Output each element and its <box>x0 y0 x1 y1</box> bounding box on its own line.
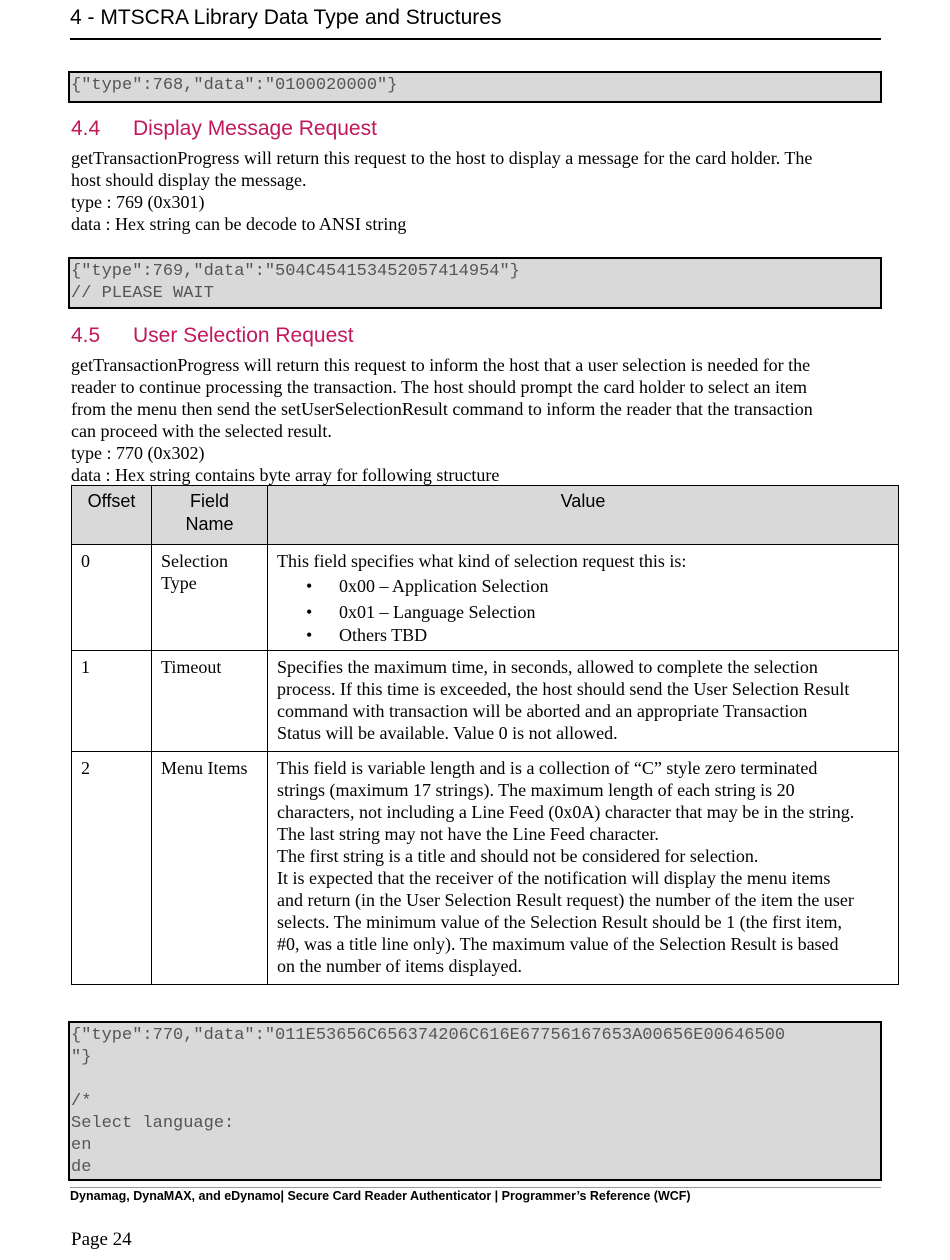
value-line: and return (in the User Selection Result request) the number of the item the user <box>277 890 854 910</box>
page-number: Page 24 <box>71 1229 132 1250</box>
type-line: type : 769 (0x301) <box>71 192 205 212</box>
data-line: data : Hex string can be decode to ANSI string <box>71 214 407 234</box>
footer-text: Dynamag, DynaMAX, and eDynamo| Secure Card Reader Authenticator | Programmer’s Reference (WCF) <box>70 1189 691 1203</box>
value-line: #0, was a title line only). The maximum value of the Selection Result is based <box>277 934 839 954</box>
value-line: selects. The minimum value of the Selection Result should be 1 (the first item, <box>277 912 843 932</box>
body-line: from the menu then send the setUserSelectionResult command to inform the reader that the transaction <box>71 399 813 419</box>
page-header-title: 4 - MTSCRA Library Data Type and Structures <box>70 6 502 29</box>
value-line: The first string is a title and should not be considered for selection. <box>277 846 759 866</box>
code-comment: // PLEASE WAIT <box>71 284 214 303</box>
list-item: • 0x00 – Application Selection <box>306 575 889 597</box>
section-heading-4-5 <box>71 324 354 348</box>
cell-field: Menu Items <box>152 752 268 985</box>
value-line: characters, not including a Line Feed (0x0A) character that may be in the string. <box>277 802 855 822</box>
cell-field: Timeout <box>152 651 268 752</box>
code-block-770 <box>68 1021 882 1181</box>
code-line: {"type":769,"data":"504C454153452057414954"} <box>71 262 520 281</box>
cell-value <box>268 545 899 651</box>
code-line: {"type":770,"data":"011E53656C656374206C616E67756167653A00656E00646500 <box>71 1026 786 1045</box>
selection-type-list <box>277 575 889 646</box>
field-text: Type <box>161 573 197 593</box>
value-line: Status will be available. Value 0 is not allowed. <box>277 723 618 743</box>
header-value: Value <box>268 486 899 545</box>
header-divider <box>70 38 881 40</box>
list-item: • 0x01 – Language Selection <box>306 601 889 623</box>
table-row <box>72 651 899 752</box>
selection-structure-table <box>71 485 899 985</box>
footer-divider <box>70 1187 881 1188</box>
body-line: can proceed with the selected result. <box>71 421 332 441</box>
section-heading-4-4 <box>71 117 377 141</box>
value-line: Specifies the maximum time, in seconds, allowed to complete the selection <box>277 657 818 677</box>
body-line: getTransactionProgress will return this request to inform the host that a user selection is needed for the <box>71 355 811 375</box>
section-4-5-body <box>71 354 891 486</box>
table-row <box>72 545 899 651</box>
code-comment: /* <box>71 1092 92 1111</box>
code-comment: en <box>71 1136 92 1155</box>
header-field-name <box>152 486 268 545</box>
value-line: This field is variable length and is a collection of “C” style zero terminated <box>277 758 818 778</box>
value-line: The last string may not have the Line Feed character. <box>277 824 659 844</box>
section-number: 4.5 <box>71 324 101 347</box>
code-comment: de <box>71 1158 92 1177</box>
code-comment: Select language: <box>71 1114 235 1133</box>
header-offset: Offset <box>72 486 152 545</box>
field-text: Selection <box>161 551 228 571</box>
body-line: getTransactionProgress will return this request to the host to display a message for the card holder. The <box>71 148 813 168</box>
code-block-768 <box>68 71 882 103</box>
cell-value <box>268 752 899 985</box>
value-line: It is expected that the receiver of the notification will display the menu items <box>277 868 831 888</box>
header-text: Name <box>185 514 234 534</box>
cell-value <box>268 651 899 752</box>
cell-field <box>152 545 268 651</box>
type-line: type : 770 (0x302) <box>71 443 205 463</box>
value-line: on the number of items displayed. <box>277 956 522 976</box>
section-number: 4.4 <box>71 117 101 140</box>
data-line: data : Hex string contains byte array for following structure <box>71 465 500 485</box>
value-line: process. If this time is exceeded, the host should send the User Selection Result <box>277 679 850 699</box>
body-line: host should display the message. <box>71 170 307 190</box>
code-line: "} <box>71 1048 92 1067</box>
section-4-4-body <box>71 147 891 235</box>
section-title: Display Message Request <box>133 117 377 140</box>
cell-offset: 1 <box>72 651 152 752</box>
table-header-row <box>72 486 899 545</box>
cell-offset: 2 <box>72 752 152 985</box>
section-title: User Selection Request <box>133 324 354 347</box>
code-line: {"type":768,"data":"0100020000"} <box>71 76 398 95</box>
value-line: strings (maximum 17 strings). The maximum length of each string is 20 <box>277 780 795 800</box>
table-row <box>72 752 899 985</box>
list-item: • Others TBD <box>306 624 889 646</box>
cell-offset: 0 <box>72 545 152 651</box>
value-text: This field specifies what kind of selection request this is: <box>277 551 687 571</box>
header-text: Field <box>189 491 229 511</box>
body-line: reader to continue processing the transaction. The host should prompt the card holder to select an item <box>71 377 807 397</box>
code-block-769 <box>68 257 882 309</box>
value-line: command with transaction will be aborted and an appropriate Transaction <box>277 701 808 721</box>
